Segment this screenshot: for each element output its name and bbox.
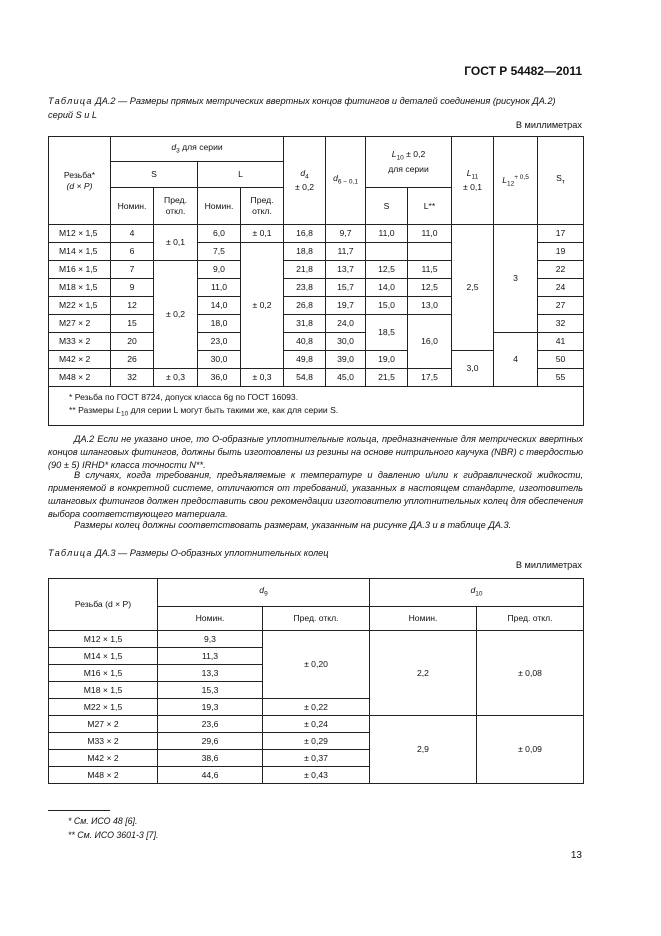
caption-text: ДА.3 — Размеры О-образных уплотнительных колец: [95, 548, 329, 558]
footnote-iso3601: ** См. ИСО 3601-3 [7].: [68, 830, 159, 840]
table-row: M18 × 1,5 15,3: [49, 682, 584, 699]
col-d10-nom: Номин.: [370, 607, 477, 631]
footnote-thread: * Резьба по ГОСТ 8724, допуск класса 6g по ГОСТ 16093.: [69, 392, 299, 402]
caption-text: ДА.2 — Размеры прямых метрических ввертных концов фитингов и деталей соединения (рисунок ДА.2) серий S и L: [48, 96, 556, 120]
caption-label: Таблица: [48, 96, 93, 106]
table-row: M14 × 1,5 6 7,5 ± 0,2 18,8 11,7 19: [49, 243, 584, 261]
footnote-l10: ** Размеры $L_{10}$ для серии L могут быть такими же, как для серии S.: [69, 405, 339, 418]
table-row: M12 × 1,5 4 ± 0,1 6,0 ± 0,1 16,8 9,7 11,0 11,0 2,5 3 17: [49, 225, 584, 243]
table-row: M42 × 2 26 30,0 49,8 39,0 19,0 3,0 50: [49, 351, 584, 369]
col-d10: $d_{10}$: [370, 579, 584, 607]
document-header: ГОСТ Р 54482—2011: [464, 64, 582, 78]
table-row: M33 × 2 29,6 ± 0,29: [49, 733, 584, 750]
table-row: M16 × 1,5 13,3: [49, 665, 584, 682]
col-sv: $S_т$: [538, 137, 584, 225]
col-d9-nom: Номин.: [158, 607, 263, 631]
col-l-nom: Номин.: [198, 188, 241, 225]
table-2-footnotes: [49, 387, 584, 426]
table-3: [48, 578, 584, 784]
col-d6: $d_{6 - 0,1}$: [326, 137, 366, 225]
col-series-s: S: [111, 162, 198, 188]
table-3-units: В миллиметрах: [515, 560, 582, 570]
table-2: [48, 136, 584, 426]
footnote-separator: [48, 810, 110, 811]
page-number: 13: [570, 850, 582, 861]
col-s-dev: Пред. откл.: [154, 188, 198, 225]
table-row: M12 × 1,5 9,3 ± 0,20 2,2 ± 0,08: [49, 631, 584, 648]
paragraph-ring-sizes: Размеры колец должны соответствовать размерам, указанным на рисунке ДА.3 и в таблице ДА.3.: [74, 520, 512, 530]
table-row: M27 × 2 23,6 ± 0,24 2,9 ± 0,09: [49, 716, 584, 733]
table-row: M33 × 2 20 23,0 40,8 30,0 4 41: [49, 333, 584, 351]
col-thread: Резьба* (d × P): [49, 137, 111, 225]
col-series-l: L: [198, 162, 284, 188]
col-d10-dev: Пред. откл.: [477, 607, 584, 631]
col-l10-l: L**: [408, 188, 452, 225]
col-d4: $d_4$ ± 0,2: [284, 137, 326, 225]
table-row: M22 × 1,5 12 14,0 26,8 19,7 15,0 13,0 27: [49, 297, 584, 315]
col-l11: $L_{11}$ ± 0,1: [452, 137, 494, 225]
table-2-units: В миллиметрах: [515, 120, 582, 130]
col-l10-s: S: [366, 188, 408, 225]
col-l-dev: Пред. откл.: [241, 188, 284, 225]
table-row: M48 × 2 44,6 ± 0,43: [49, 767, 584, 784]
table-row: M16 × 1,5 7 ± 0,2 9,0 21,8 13,7 12,5 11,5 22: [49, 261, 584, 279]
table-row: M42 × 2 38,6 ± 0,37: [49, 750, 584, 767]
table-row: M48 × 2 32 ± 0,3 36,0 ± 0,3 54,8 45,0 21,5 17,5 55: [49, 369, 584, 387]
col-thread: Резьба (d × P): [49, 579, 158, 631]
col-l12: $L_{12}^{+ 0,5}$: [494, 137, 538, 225]
col-s-nom: Номин.: [111, 188, 154, 225]
table-row: M22 × 1,5 19,3 ± 0,22: [49, 699, 584, 716]
table-2-caption: [48, 94, 583, 122]
col-d3: $d_3$ для серии: [111, 137, 284, 162]
table-row: M18 × 1,5 9 11,0 23,8 15,7 14,0 12,5 24: [49, 279, 584, 297]
col-d9-dev: Пред. откл.: [263, 607, 370, 631]
table-row: M14 × 1,5 11,3: [49, 648, 584, 665]
footnote-iso48: * См. ИСО 48 [6].: [68, 816, 138, 826]
col-l10: $L_{10} \pm 0,2$ для серии: [366, 137, 452, 188]
caption-label: Таблица: [48, 548, 93, 558]
paragraph-requirements: В случаях, когда требования, предъявляемые к температуре и давлению и/или к гидравлической жидкости, применяемой в конкретной системе, отличаются от требований, указанных в настоящем стандарте, изготовитель шланговых фитингов должен предоставить свои рекомендации изготовителю уплотнительных колец для обеспечения выбора соответствующего материала.: [48, 470, 583, 519]
table-3-caption: [48, 546, 583, 560]
col-d9: $d_9$: [158, 579, 370, 607]
table-row: M27 × 2 15 18,0 31,8 24,0 18,5 16,0 32: [49, 315, 584, 333]
paragraph-da2: ДА.2 Если не указано иное, то О-образные уплотнительные кольца, предназначенные для метрических ввертных концов шланговых фитингов, должны быть изготовлены из резины на основе нитрильного каучука (NBR) с твердостью (90 ± 5) IRHD* класса точности N**.: [48, 434, 583, 470]
